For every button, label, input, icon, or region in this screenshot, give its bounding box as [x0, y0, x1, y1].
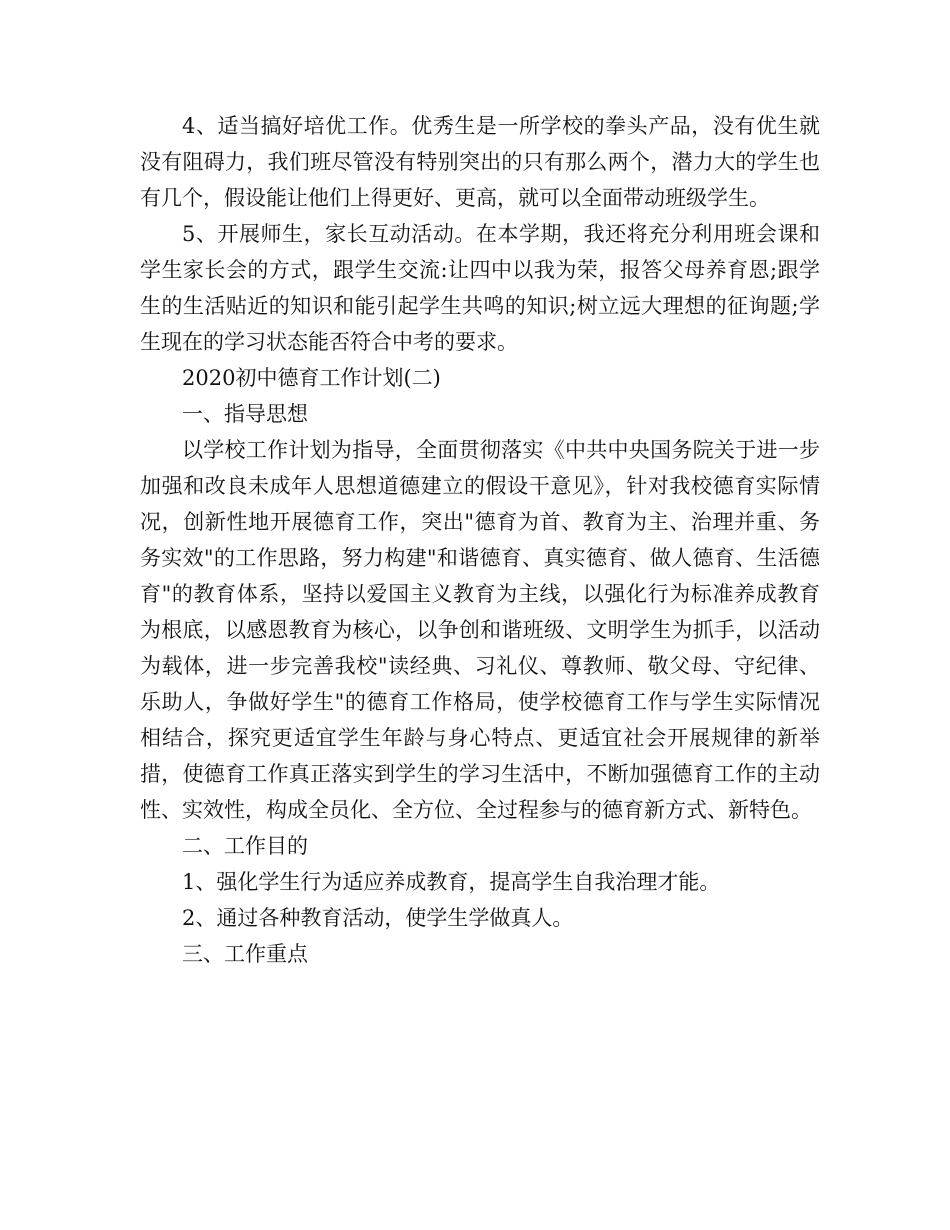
- heading-work-goals: 二、工作目的: [182, 834, 308, 858]
- heading-work-focus: 三、工作重点: [182, 942, 308, 966]
- document-body: [140, 108, 820, 972]
- goal-item-1: 1、强化学生行为适应养成教育，提高学生自我治理才能。: [182, 870, 721, 894]
- paragraph-guiding-ideology: 以学校工作计划为指导，全面贯彻落实《中共中央国务院关于进一步加强和改良未成年人思想道德建立的假设干意见》，针对我校德育实际情况，创新性地开展德育工作，突出"德育为首、教育为主、治理并重、务务实效"的工作思路，努力构建"和谐德育、真实德育、做人德育、生活德育"的教育体系，坚持以爱国主义教育为主线，以强化行为标准养成教育为根底，以感恩教育为核心，以争创和谐班级、文明学生为抓手，以活动为载体，进一步完善我校"读经典、习礼仪、尊教师、敬父母、守纪律、乐助人，争做好学生"的德育工作格局，使学校德育工作与学生实际情况相结合，探究更适宜学生年龄与身心特点、更适宜社会开展规律的新举措，使德育工作真正落实到学生的学习生活中，不断加强德育工作的主动性、实效性，构成全员化、全方位、全过程参与的德育新方式、新特色。: [140, 438, 820, 822]
- heading-guiding-ideology: 一、指导思想: [182, 402, 308, 426]
- section-title: 2020初中德育工作计划(二): [182, 366, 441, 390]
- goal-item-2: 2、通过各种教育活动，使学生学做真人。: [182, 906, 574, 930]
- paragraph-item-4: 4、适当搞好培优工作。优秀生是一所学校的拳头产品，没有优生就没有阻碍力，我们班尽管没有特别突出的只有那么两个，潜力大的学生也有几个，假设能让他们上得更好、更高，就可以全面带动班级学生。: [140, 114, 820, 210]
- paragraph-item-5: 5、开展师生，家长互动活动。在本学期，我还将充分利用班会课和学生家长会的方式，跟学生交流:让四中以我为荣，报答父母养育恩;跟学生的生活贴近的知识和能引起学生共鸣的知识;树立远大理想的征询题;学生现在的学习状态能否符合中考的要求。: [140, 222, 820, 354]
